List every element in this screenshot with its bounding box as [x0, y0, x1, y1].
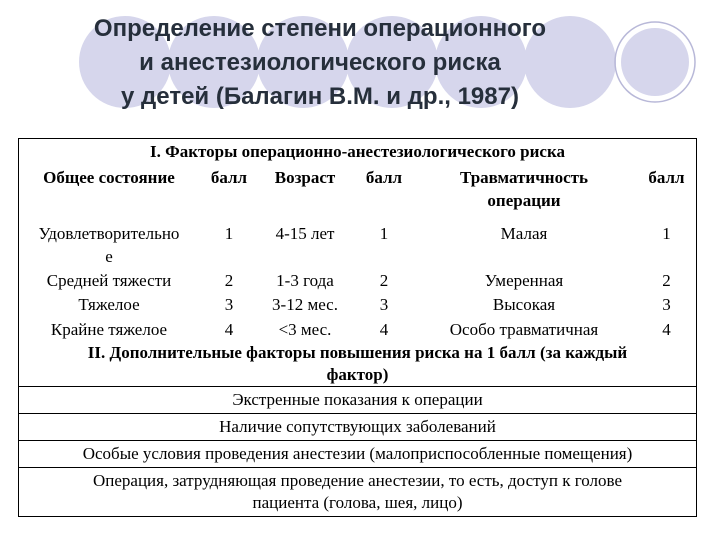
cell-age: <3 мес.	[278, 320, 332, 339]
cell-age: 4-15 лет	[275, 224, 335, 243]
title-line: и анестезиологического риска	[139, 49, 501, 76]
additional-factor	[19, 467, 696, 516]
header-score-trauma: балл	[648, 168, 685, 187]
factor-text: Наличие сопутствующих заболеваний	[219, 417, 496, 436]
cell-trauma: Умеренная	[484, 271, 564, 290]
factor-text: Экстренные показания к операции	[232, 390, 483, 409]
cell-score-state: 3	[224, 295, 234, 314]
cell-score-age: 4	[379, 320, 389, 339]
cell-score-trauma: 1	[662, 224, 671, 243]
section2-title-line: II. Дополнительные факторы повышения риска на 1 балл (за каждый	[87, 343, 628, 362]
additional-factor	[19, 413, 696, 440]
cell-score-state: 4	[224, 320, 234, 339]
slide-title	[40, 12, 600, 114]
cell-age: 3-12 мес.	[272, 295, 338, 314]
cell-score-trauma: 4	[662, 320, 671, 339]
additional-factor	[19, 386, 696, 413]
header-score-age: балл	[365, 168, 403, 187]
cell-score-age: 3	[379, 295, 389, 314]
factor-text: Особые условия проведения анестезии (малоприспособленные помещения)	[82, 444, 633, 463]
cell-score-state: 1	[224, 224, 234, 243]
cell-state: Крайне тяжелое	[50, 320, 168, 339]
cell-state: Средней тяжести	[46, 271, 172, 290]
decor-circle	[621, 28, 689, 96]
cell-age: 1-3 года	[276, 271, 334, 290]
header-state: Общее состояние	[43, 168, 175, 187]
section2-title	[19, 342, 696, 386]
cell-score-age: 1	[379, 224, 389, 243]
cell-trauma: Высокая	[492, 295, 556, 314]
section1-factors	[19, 139, 696, 342]
cell-trauma: Особо травматичная	[449, 320, 599, 339]
title-line: Определение степени операционного	[93, 15, 547, 42]
title-line: у детей (Балагин В.М. и др., 1987)	[121, 83, 519, 110]
additional-factor	[19, 440, 696, 467]
risk-table	[18, 138, 697, 517]
factor-text: пациента (голова, шея, лицо)	[252, 493, 463, 512]
header-trauma-line2: операции	[487, 191, 561, 210]
cell-score-state: 2	[224, 271, 234, 290]
cell-state: Удовлетворительно	[38, 224, 180, 243]
cell-score-trauma: 2	[662, 271, 671, 290]
header-trauma: Травматичность	[460, 168, 588, 187]
cell-state: Тяжелое	[78, 295, 140, 314]
section1-title: I. Факторы операционно-анестезиологического риска	[149, 142, 566, 161]
factor-text: Операция, затрудняющая проведение анестезии, то есть, доступ к голове	[92, 471, 622, 490]
header-age: Возраст	[274, 168, 336, 187]
cell-state-wrap: е	[105, 247, 113, 266]
cell-trauma: Малая	[500, 224, 548, 243]
cell-score-trauma: 3	[662, 295, 671, 314]
header-score-state: балл	[210, 168, 248, 187]
section2-title-line: фактор)	[326, 365, 389, 384]
cell-score-age: 2	[379, 271, 389, 290]
